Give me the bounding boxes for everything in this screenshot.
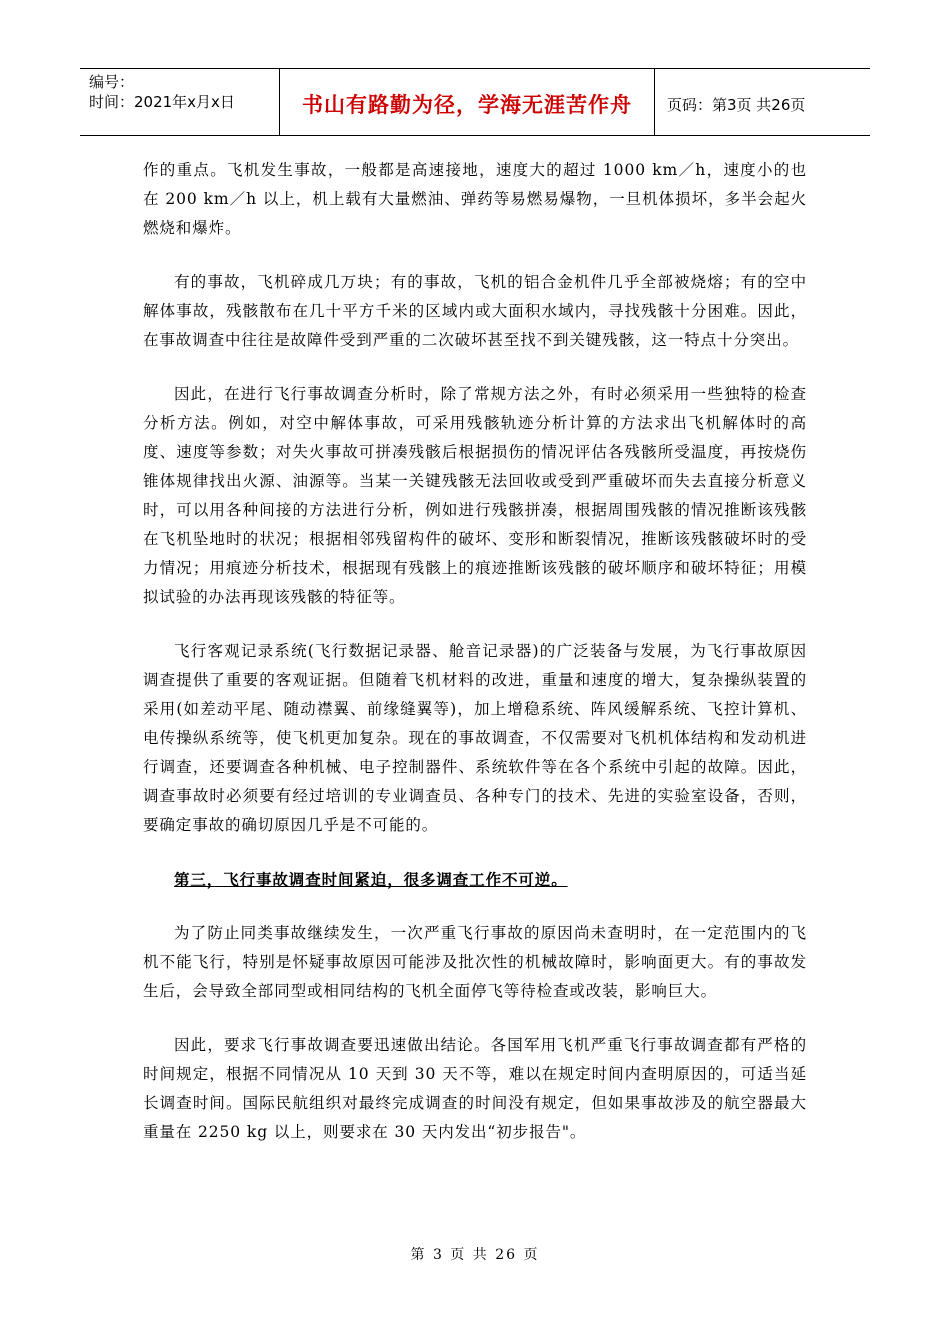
document-body: [143, 156, 807, 1172]
paragraph: 作的重点。飞机发生事故，一般都是高速接地，速度大的超过 1000 km／h，速度小的也在 200 km／h 以上，机上载有大量燃油、弹药等易燃易爆物，一旦机体损坏，多半会起火燃烧和爆炸。: [143, 161, 807, 237]
paragraph: 有的事故，飞机碎成几万块；有的事故，飞机的铝合金机件几乎全部被烧熔；有的空中解体事故，残骸散布在几十平方千米的区域内或大面积水域内，寻找残骸十分困难。因此，在事故调查中往往是故障件受到严重的二次破坏甚至找不到关键残骸，这一特点十分突出。: [143, 273, 807, 349]
page-footer: 第 3 页 共 26 页: [410, 1247, 540, 1263]
section-heading: 第三，飞行事故调查时间紧迫，很多调查工作不可逆。: [174, 870, 568, 889]
header-page-info: 页码：第3页 共26页: [667, 95, 806, 114]
document-date-label: 时间：2021年x月x日: [89, 93, 235, 111]
header-motto: 书山有路勤为径，学海无涯苦作舟: [280, 69, 655, 135]
header-meta-cell: [80, 69, 280, 135]
paragraph: 飞行客观记录系统(飞行数据记录器、舱音记录器)的广泛装备与发展，为飞行事故原因调查提供了重要的客观证据。但随着飞机材料的改进，重量和速度的增大，复杂操纵装置的采用(如差动平尾、随动襟翼、前缘缝翼等)，加上增稳系统、阵风缓解系统、飞控计算机、电传操纵系统等，使飞机更加复杂。现在的事故调查，不仅需要对飞机机体结构和发动机进行调查，还要调查各种机械、电子控制器件、系统软件等在各个系统中引起的故障。因此，调查事故时必须要有经过培训的专业调查员、各种专门的技术、先进的实验室设备，否则，要确定事故的确切原因几乎是不可能的。: [143, 642, 807, 834]
paragraph: 因此，在进行飞行事故调查分析时，除了常规方法之外，有时必须采用一些独特的检查分析方法。例如，对空中解体事故，可采用残骸轨迹分析计算的方法求出飞机解体时的高度、速度等参数；对失火事故可拼凑残骸后根据损伤的情况评估各残骸所受温度，再按烧伤锥体规律找出火源、油源等。当某一关键残骸无法回收或受到严重破坏而失去直接分析意义时，可以用各种间接的方法进行分析，例如进行残骸拼凑，根据周围残骸的情况推断该残骸在飞机坠地时的状况；根据相邻残留构件的破坏、变形和断裂情况，推断该残骸破坏时的受力情况；用痕迹分析技术，根据现有残骸上的痕迹推断该残骸的破坏顺序和破坏特征；用模拟试验的办法再现该残骸的特征等。: [143, 385, 807, 606]
paragraph: 为了防止同类事故继续发生，一次严重飞行事故的原因尚未查明时，在一定范围内的飞机不能飞行，特别是怀疑事故原因可能涉及批次性的机械故障时，影响面更大。有的事故发生后，会导致全部同型或相同结构的飞机全面停飞等待检查或改装，影响巨大。: [143, 924, 807, 1000]
paragraph: 因此，要求飞行事故调查要迅速做出结论。各国军用飞机严重飞行事故调查都有严格的时间规定，根据不同情况从 10 天到 30 天不等，难以在规定时间内查明原因的，可适当延长调查时间。国际民航组织对最终完成调查的时间没有规定，但如果事故涉及的航空器最大重量在 2250 kg 以上，则要求在 30 天内发出“初步报告"。: [143, 1036, 807, 1141]
page-header: [80, 68, 870, 136]
document-number-label: 编号：: [89, 73, 135, 91]
